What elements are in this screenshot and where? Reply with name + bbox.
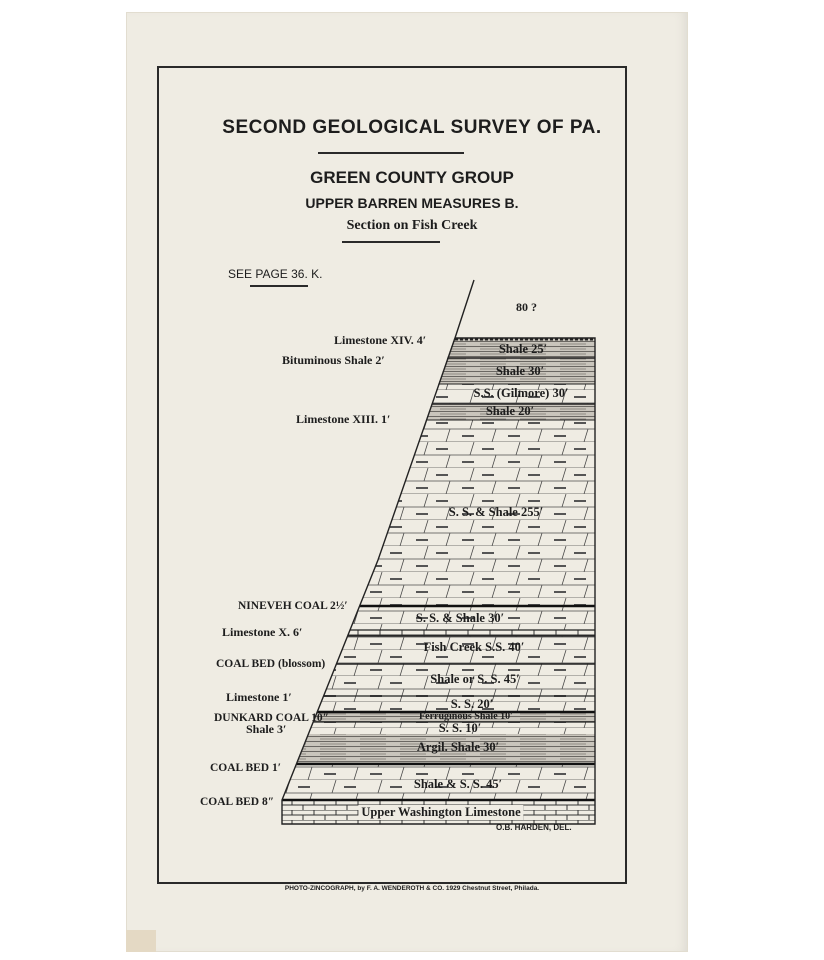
layer-label-fish-creek-ss: Fish Creek S.S. 40′ — [423, 640, 525, 654]
layer-label-upper-washington-limestone: Upper Washington Limestone — [358, 805, 523, 820]
measures-subtitle: UPPER BARREN MEASURES B. — [305, 195, 519, 211]
layer-label-ss-shale-30: S. S. & Shale 30′ — [415, 611, 505, 625]
layer-limestone-x — [280, 630, 600, 636]
section-subtitle: Section on Fish Creek — [346, 218, 478, 233]
page-reference: SEE PAGE 36. K. — [228, 267, 323, 281]
layer-label-ss-20: S. S. 20′ — [450, 697, 494, 711]
layer-label-shale-30: Shale 30′ — [495, 364, 545, 378]
label-limestone-x: Limestone X. 6′ — [222, 625, 303, 639]
layer-label-shale-20: Shale 20′ — [485, 404, 535, 418]
label-limestone-xiii: Limestone XIII. 1′ — [296, 412, 391, 426]
group-title: GREEN COUNTY GROUP — [310, 168, 514, 187]
label-coal-bed-blossom: COAL BED (blossom) — [216, 658, 326, 670]
layer-label-argil-shale: Argil. Shale 30′ — [416, 740, 500, 754]
layer-label-shale-25: Shale 25′ — [498, 342, 548, 356]
layer-ss-20 — [280, 696, 600, 712]
layer-label-shale-or-ss-45: Shale or S. S. 45′ — [430, 672, 520, 686]
top-thickness-mark: 80 ? — [516, 300, 537, 314]
label-shale-3: Shale 3′ — [246, 722, 287, 736]
layer-ss-shale-255 — [280, 420, 600, 606]
layer-label-ss-gilmore: S.S. (Gilmore) 30′ — [473, 386, 569, 400]
label-limestone-xiv: Limestone XIV. 4′ — [334, 333, 427, 347]
draftsman-credit: O.B. HARDEN, DEL. — [496, 823, 572, 832]
label-dunkard-coal: DUNKARD COAL 10″ — [214, 712, 329, 724]
label-coal-bed-1: COAL BED 1′ — [210, 762, 281, 774]
label-limestone-1: Limestone 1′ — [226, 690, 292, 704]
layer-label-ss-shale-255: S. S. & Shale 255′ — [448, 505, 544, 519]
label-bituminous-shale: Bituminous Shale 2′ — [282, 353, 385, 367]
survey-title: SECOND GEOLOGICAL SURVEY OF PA. — [222, 117, 602, 138]
layer-label-shale-ss-45: Shale & S. S. 45′ — [413, 777, 503, 791]
printer-imprint: PHOTO-ZINCOGRAPH, by F. A. WENDEROTH & CO. 1929 Chestnut Street, Philada. — [284, 885, 540, 892]
layer-label-ss-10: S. S. 10′ — [438, 721, 482, 735]
layer-label-ferruginous-shale: Ferruginous Shale 10′ — [419, 711, 513, 722]
label-coal-bed-8: COAL BED 8″ — [200, 796, 275, 808]
label-nineveh-coal: NINEVEH COAL 2½′ — [238, 600, 348, 612]
